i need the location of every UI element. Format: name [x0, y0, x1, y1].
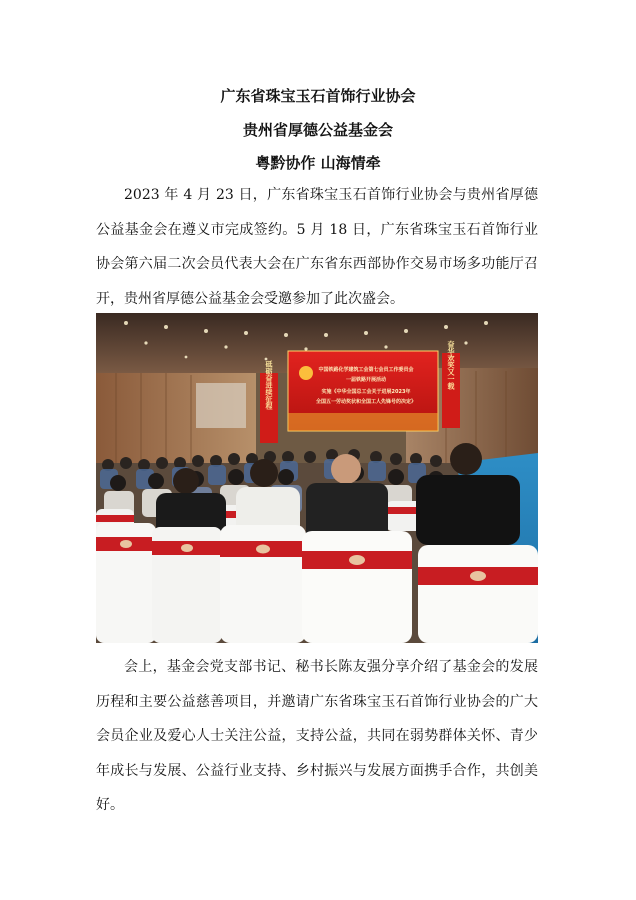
right-banner-text: 奋华欢笑又一载	[447, 340, 455, 390]
title-line-1: 广东省珠宝玉石首饰行业协会	[220, 87, 416, 105]
title-line-2: 贵州省厚德公益基金会	[242, 121, 393, 139]
paragraph-intro: 2023 年 4 月 23 日，广东省珠宝玉石首饰行业协会与贵州省厚德公益基金会在遵义市完成签约。5 月 18 日，广东省珠宝玉石首饰行业协会第六届二次会员代表大会在广东省东西部协作交易市场多功能厅召开，贵州省厚德公益基金会受邀参加了此次盛会。	[96, 187, 538, 307]
screen-line-4: 全国五一劳动奖状和全国工人先锋号的决定》	[315, 399, 417, 405]
screen-line-3: 实施《中华全国总工会关于进展2023年	[321, 389, 411, 395]
title-line-3: 粤黔协作 山海情牵	[255, 154, 381, 172]
screen-line-2: 一届铁路开展活动	[345, 377, 387, 383]
screen-line-1: 中国铁路化学建筑工会第七会员工作委员会	[318, 367, 414, 373]
paragraph-meeting: 会上，基金会党支部书记、秘书长陈友强分享介绍了基金会的发展历程和主要公益慈善项目，并邀请广东省珠宝玉石首饰行业协会的广大会员企业及爱心人士关注公益，支持公益，共同在弱势群体关怀、青少年成长与发展、公益行业支持、乡村振兴与发展方面携手合作，共创美好。	[96, 659, 538, 813]
left-banner-text: 砥砺奋进续征程	[265, 360, 273, 410]
meeting-photo	[96, 313, 538, 643]
